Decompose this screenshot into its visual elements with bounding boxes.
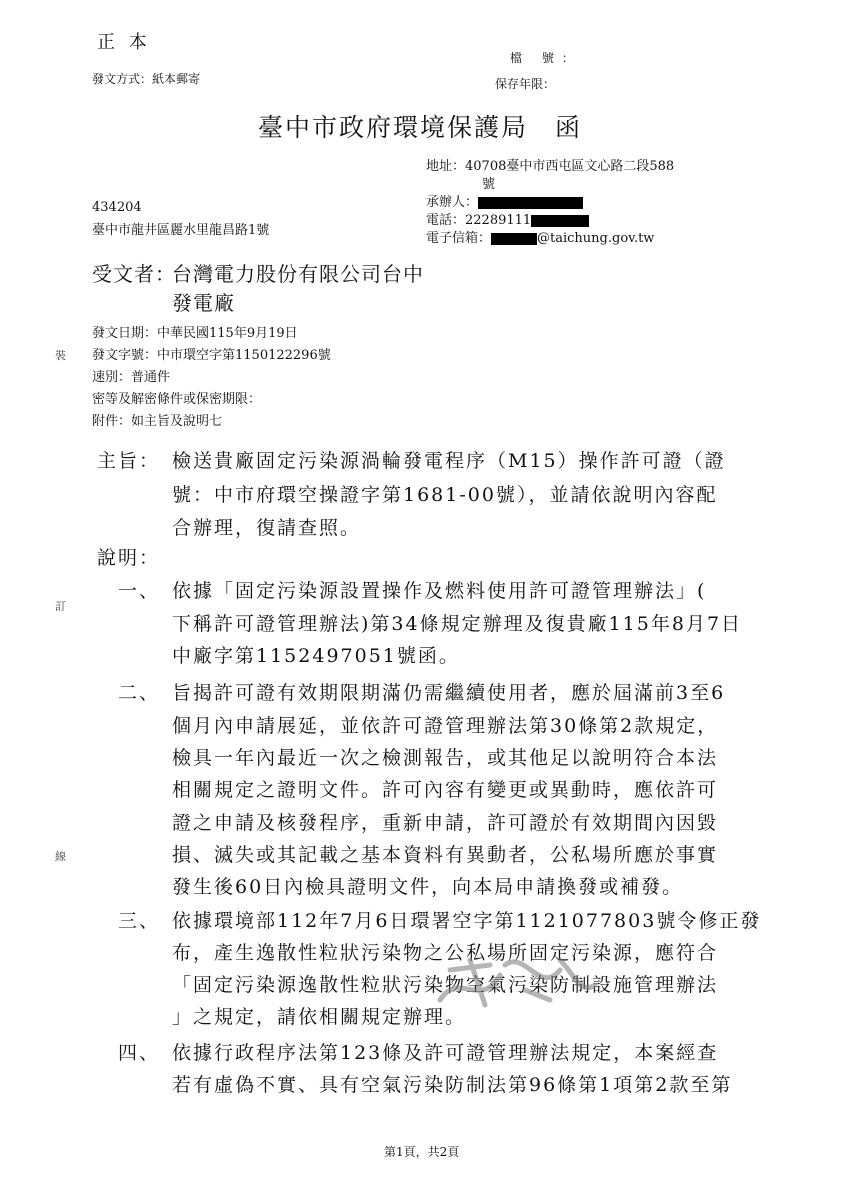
address-line-2: 號 (482, 177, 496, 192)
subject-line: 檢送貴廠固定污染源渦輪發電程序（M15）操作許可證（證 (172, 450, 726, 472)
item-line: 檢具一年內最近一次之檢測報告，或其他足以說明符合本法 (172, 747, 719, 769)
item-line: 若有虛偽不實、具有空氣污染防制法第96條第1項第2款至第 (172, 1074, 733, 1096)
item-number: 四、 (118, 1042, 161, 1064)
redaction-bar (478, 197, 583, 209)
item-line: 依據「固定污染源設置操作及燃料使用許可證管理辦法」( (172, 580, 707, 602)
addressee-name-line-1: 台灣電力股份有限公司台中 (172, 262, 424, 286)
page-number-footer: 第1頁，共2頁 (384, 1145, 460, 1159)
address-line-1: 地址：40708臺中市西屯區文心路二段588 (426, 159, 675, 174)
email-label: 電子信箱： (426, 231, 492, 246)
item-line: 個月內申請展延，並依許可證管理辦法第30條第2款規定， (172, 715, 719, 737)
document-number: 發文字號：中市環空字第1150122296號 (92, 348, 331, 363)
binding-mark: 裝 (55, 349, 66, 362)
explanation-label: 說明： (97, 547, 161, 569)
binding-mark: 線 (55, 850, 66, 863)
addressee-label: 受文者： (92, 262, 176, 286)
official-seal-stamp (430, 940, 600, 1020)
binding-mark: 訂 (55, 600, 66, 613)
recipient-postcode: 434204 (92, 200, 142, 215)
urgency: 速別：普通件 (92, 370, 171, 385)
subject-line: 合辦理，復請查照。 (172, 517, 362, 539)
item-line: 依據環境部112年7月6日環署空字第1121077803號令修正發 (172, 910, 762, 932)
dispatch-date: 發文日期：中華民國115年9月19日 (92, 326, 298, 341)
email-row (426, 230, 674, 248)
recipient-address: 臺中市龍井區麗水里龍昌路1號 (92, 223, 270, 238)
email-domain: @taichung.gov.tw (537, 231, 655, 246)
item-line: 下稱許可證管理辦法)第34條規定辦理及復貴廠115年8月7日 (172, 613, 743, 635)
item-line: 發生後60日內檢具證明文件，向本局申請換發或補發。 (172, 876, 684, 898)
subject-label: 主旨： (97, 450, 161, 472)
item-number: 一、 (118, 580, 161, 602)
item-line: 相關規定之證明文件。許可內容有變更或異動時，應依許可 (172, 779, 719, 801)
item-line: 旨揭許可證有效期限期滿仍需繼續使用者，應於屆滿前3至6 (172, 682, 726, 704)
phone-label: 電話： (426, 213, 466, 228)
handler-label: 承辦人： (426, 195, 479, 210)
document-title: 臺中市政府環境保護局 函 (258, 113, 583, 142)
subject-line: 號：中市府環空操證字第1681-00號），並請依說明內容配 (172, 484, 718, 506)
confidentiality: 密等及解密條件或保密期限： (92, 392, 262, 407)
phone-row (426, 212, 674, 230)
item-line: 損、滅失或其記載之基本資料有異動者，公私場所應於事實 (172, 844, 719, 866)
contact-block (426, 158, 674, 248)
original-copy-mark: 正 本 (97, 32, 151, 53)
archive-number-label: 檔 號： (510, 51, 582, 65)
redaction-bar (531, 215, 589, 227)
item-number: 二、 (118, 682, 161, 704)
item-line: 中廠字第1152497051號函。 (172, 645, 460, 667)
item-line: 「固定污染源逸散性粒狀污染物空氣污染防制設施管理辦法 (172, 974, 719, 996)
item-line: 」之規定，請依相關規定辦理。 (172, 1006, 467, 1028)
addressee-name-line-2: 發電廠 (172, 291, 235, 315)
retention-period-label: 保存年限： (495, 77, 556, 91)
item-line: 布，產生逸散性粒狀污染物之公私場所固定污染源，應符合 (172, 942, 719, 964)
phone-value: 22289111 (465, 213, 532, 228)
item-number: 三、 (118, 910, 161, 932)
dispatch-method: 發文方式：紙本郵寄 (92, 72, 201, 86)
attachment: 附件：如主旨及說明七 (92, 414, 223, 429)
item-line: 證之申請及核發程序，重新申請，許可證於有效期間內因毀 (172, 812, 719, 834)
handler-row (426, 194, 674, 212)
redaction-bar (491, 233, 537, 245)
item-line: 依據行政程序法第123條及許可證管理辦法規定，本案經查 (172, 1042, 719, 1064)
